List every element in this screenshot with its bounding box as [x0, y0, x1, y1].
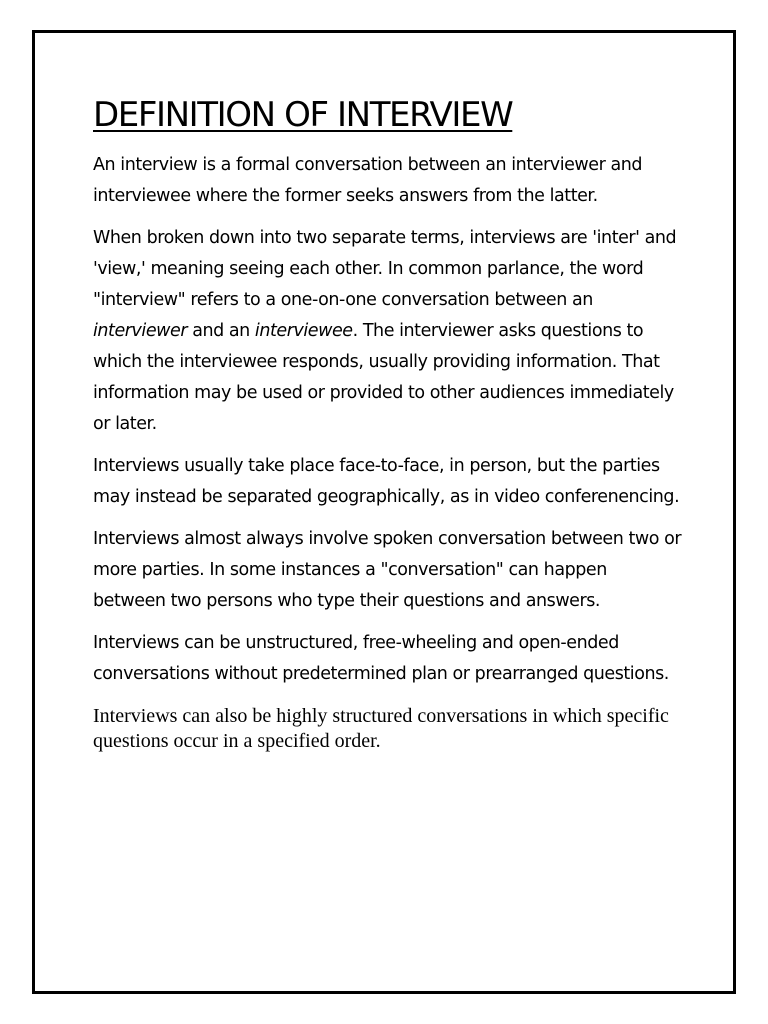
paragraph-4: Interviews almost always involve spoken conversation between two or more parties. In some instances a "conversation" can happen between two persons who type their questions and answers.: [93, 529, 682, 611]
emphasis-interviewee: interviewee: [254, 321, 353, 341]
paragraph-1: An interview is a formal conversation between an interviewer and interviewee where the former seeks answers from the latter.: [93, 155, 643, 206]
emphasis-interviewer: interviewer: [93, 321, 188, 341]
paragraph-3: Interviews usually take place face-to-face, in person, but the parties may instead be separated geographically, as in video conferenencing.: [93, 456, 680, 507]
paragraph-2-text-mid: and an: [187, 321, 255, 341]
document-title: DEFINITION OF INTERVIEW: [93, 95, 513, 135]
paragraph-2-text-after: . The interviewer asks questions to which the interviewee responds, usually providing information. That information may be used or provided to other audiences immediately or later.: [93, 321, 674, 434]
paragraph-2: [93, 223, 683, 440]
paragraph-6: Interviews can also be highly structured conversations in which specific questions occur in a specified order.: [93, 705, 669, 752]
document-body: [93, 92, 683, 765]
paragraph-5: Interviews can be unstructured, free-wheeling and open-ended conversations without predetermined plan or prearranged questions.: [93, 633, 669, 684]
paragraph-2-text-before: When broken down into two separate terms, interviews are 'inter' and 'view,' meaning seeing each other. In common parlance, the word "interview" refers to a one-on-one conversation between an: [93, 228, 677, 310]
